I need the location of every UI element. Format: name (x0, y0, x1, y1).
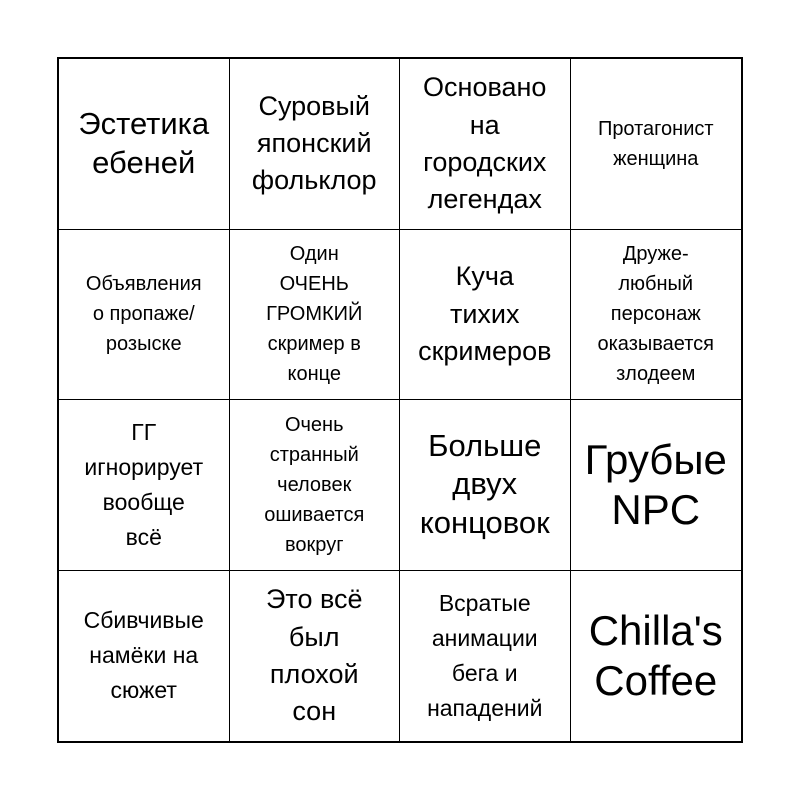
bingo-cell[interactable] (571, 400, 742, 571)
bingo-cell-text: Больше двух концовок (419, 427, 550, 541)
bingo-cell[interactable] (230, 230, 401, 401)
bingo-cell[interactable] (59, 230, 230, 401)
bingo-cell-text: Chilla's Coffee (588, 607, 723, 704)
bingo-cell-text: Куча тихих скримеров (418, 261, 552, 366)
bingo-cell-text: Грубые NPC (584, 436, 727, 533)
bingo-cell-text: Это всё был плохой сон (265, 584, 363, 726)
bingo-cell[interactable] (230, 571, 401, 742)
bingo-cell[interactable] (400, 230, 571, 401)
bingo-cell-text: Очень странный человек ошивается вокруг (264, 413, 365, 556)
bingo-cell-text: Сбивчивые намёки на сюжет (83, 607, 204, 704)
bingo-cell[interactable] (571, 59, 742, 230)
bingo-cell-text: Один ОЧЕНЬ ГРОМКИЙ скример в конце (266, 243, 363, 386)
bingo-cell[interactable] (400, 400, 571, 571)
bingo-cell[interactable] (230, 400, 401, 571)
bingo-cell[interactable] (230, 59, 401, 230)
bingo-cell-text: Всратые анимации бега и нападений (427, 589, 543, 721)
bingo-cell-text: Основано на городских легендах (423, 72, 547, 214)
bingo-cell[interactable] (400, 571, 571, 742)
bingo-cell[interactable] (571, 571, 742, 742)
bingo-cell[interactable] (400, 59, 571, 230)
bingo-cell-text: Протагонист женщина (597, 117, 714, 170)
bingo-cell-text: ГГ игнорирует вообще всё (84, 418, 204, 550)
bingo-cell[interactable] (59, 571, 230, 742)
bingo-cell-text: Суровый японский фольклор (251, 90, 377, 196)
bingo-board (57, 57, 743, 743)
bingo-cell[interactable] (59, 59, 230, 230)
bingo-cell-text: Эстетика ебеней (78, 106, 210, 180)
bingo-cell[interactable] (59, 400, 230, 571)
bingo-cell[interactable] (571, 230, 742, 401)
bingo-cell-text: Объявления о пропаже/ розыске (85, 273, 202, 356)
bingo-cell-text: Друже- любный персонаж оказывается злодеем (597, 243, 714, 386)
